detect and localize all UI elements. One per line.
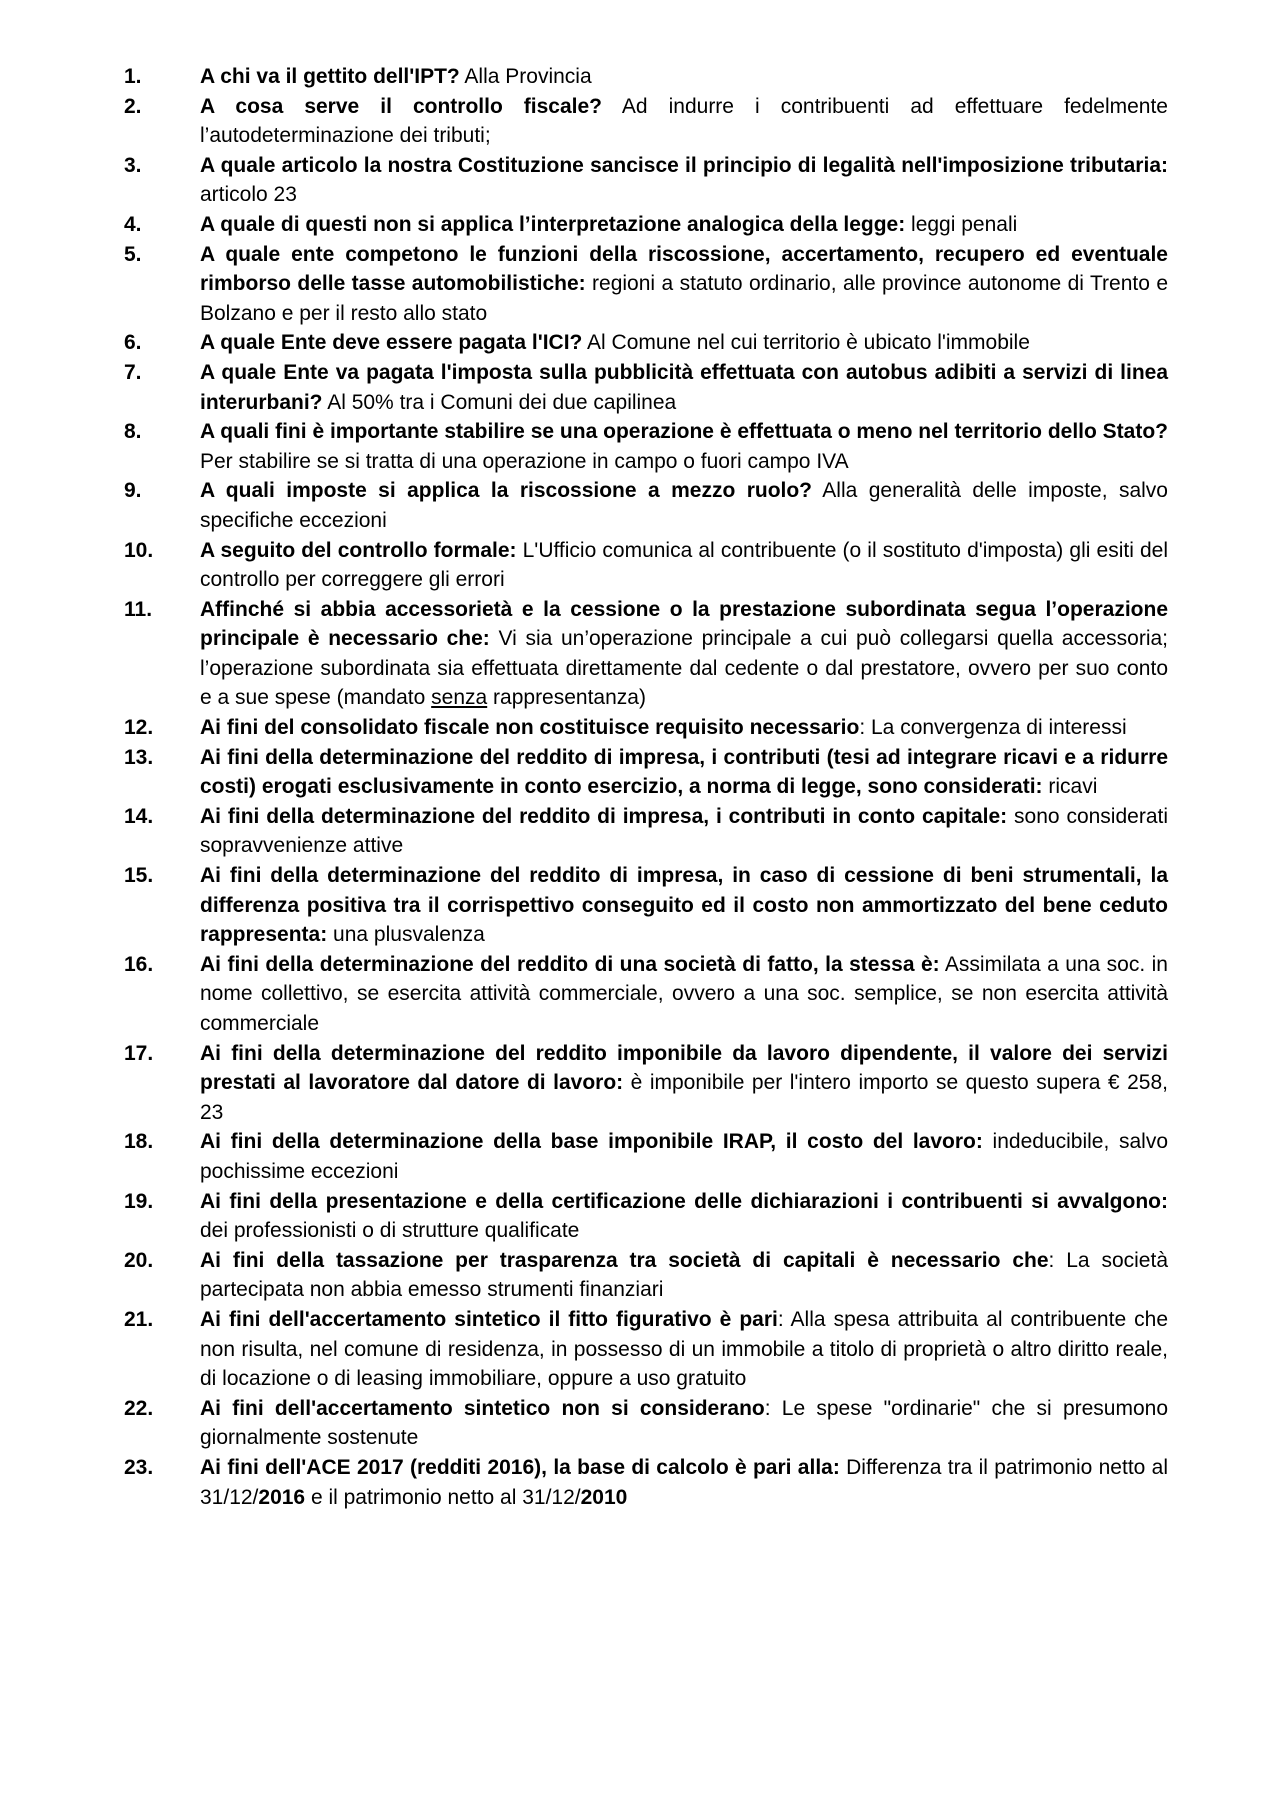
list-item bbox=[124, 358, 1168, 417]
question-text: Affinché si abbia accessorietà e la cessione o la prestazione subordinata segua l’operazione principale è necessario che: bbox=[200, 597, 1168, 651]
item-text bbox=[200, 1187, 1168, 1246]
answer-text: rappresentanza) bbox=[487, 686, 646, 710]
answer-text: Ad indurre i contribuenti ad effettuare fedelmente l’autodeterminazione dei tributi; bbox=[200, 94, 1168, 148]
answer-text: Al Comune nel cui territorio è ubicato l'immobile bbox=[582, 331, 1030, 355]
list-item bbox=[124, 1305, 1168, 1394]
question-text: A quali fini è importante stabilire se una operazione è effettuata o meno nel territorio dello Stato? bbox=[200, 420, 1168, 444]
list-item bbox=[124, 950, 1168, 1039]
item-number: 13. bbox=[124, 745, 154, 769]
item-text bbox=[200, 358, 1168, 417]
item-text bbox=[200, 92, 1168, 151]
list-item bbox=[124, 1246, 1168, 1305]
item-number: 19. bbox=[124, 1189, 154, 1213]
answer-text: regioni a statuto ordinario, alle province autonome di Trento e Bolzano e per il resto allo stato bbox=[200, 272, 1168, 325]
answer-text: indeducibile, salvo pochissime eccezioni bbox=[200, 1130, 1169, 1183]
item-number: 16. bbox=[124, 952, 154, 976]
item-number: 12. bbox=[124, 716, 154, 740]
list-item bbox=[124, 536, 1168, 595]
item-number: 17. bbox=[124, 1041, 154, 1065]
item-text bbox=[200, 1246, 1168, 1305]
question-text: A cosa serve il controllo fiscale? bbox=[200, 94, 603, 118]
question-text: A chi va il gettito dell'IPT? bbox=[200, 65, 460, 88]
question-text: Ai fini della presentazione e della certificazione delle dichiarazioni i contribuenti si avvalgono: bbox=[200, 1189, 1168, 1213]
item-number: 5. bbox=[124, 242, 142, 266]
answer-text: : Le spese "ordinarie" che si presumono giornalmente sostenute bbox=[200, 1396, 1169, 1450]
item-text bbox=[200, 743, 1168, 802]
item-text bbox=[200, 476, 1168, 535]
question-text: A quale Ente deve essere pagata l'ICI? bbox=[200, 331, 583, 355]
item-number: 14. bbox=[124, 804, 154, 828]
item-text bbox=[200, 536, 1168, 595]
item-number: 23. bbox=[124, 1455, 154, 1479]
item-number: 2. bbox=[124, 94, 142, 118]
item-number: 4. bbox=[124, 212, 142, 236]
item-number: 11. bbox=[124, 597, 153, 621]
item-text bbox=[200, 1127, 1168, 1186]
item-text bbox=[200, 1039, 1168, 1128]
question-text: Ai fini dell'accertamento sintetico non si considerano bbox=[200, 1396, 765, 1420]
item-text bbox=[200, 861, 1168, 950]
item-text bbox=[200, 802, 1168, 861]
question-text: A quale articolo la nostra Costituzione sancisce il principio di legalità nell'imposizione tributaria: bbox=[200, 153, 1168, 177]
answer-text: e il patrimonio netto al 31/12/ bbox=[305, 1485, 581, 1509]
item-number: 9. bbox=[124, 479, 142, 503]
list-item bbox=[124, 417, 1168, 476]
item-number: 10. bbox=[124, 538, 154, 562]
item-number: 7. bbox=[124, 360, 142, 384]
item-number: 1. bbox=[124, 65, 142, 88]
item-text bbox=[200, 328, 1168, 358]
item-text bbox=[200, 595, 1168, 713]
question-text: A quale Ente va pagata l'imposta sulla pubblicità effettuata con autobus adibiti a servizi di linea interurbani? bbox=[200, 360, 1168, 414]
question-text: Ai fini della determinazione del reddito di impresa, in caso di cessione di beni strumentali, la differenza positiva tra il corrispettivo conseguito ed il costo non ammortizzato del bene ceduto rappresenta: bbox=[200, 864, 1168, 947]
list-item bbox=[124, 1039, 1168, 1128]
answer-text: Alla Provincia bbox=[459, 65, 592, 88]
answer-text: : Alla spesa attribuita al contribuente che non risulta, nel comune di residenza, in possesso di un immobile a titolo di proprietà o altro diritto reale, di locazione o di leasing immobiliare, oppure a uso gratuito bbox=[200, 1307, 1168, 1391]
answer-text: Differenza tra il patrimonio netto al 31/12/ bbox=[200, 1455, 1168, 1509]
answer-text: sono considerati sopravvenienze attive bbox=[200, 804, 1169, 858]
item-text bbox=[200, 1394, 1168, 1453]
list-item bbox=[124, 1453, 1168, 1512]
item-text bbox=[200, 713, 1168, 743]
question-text: A quale ente competono le funzioni della riscossione, accertamento, recupero ed eventuale rimborso delle tasse automobilistiche: bbox=[200, 242, 1168, 296]
question-text: Ai fini della determinazione del reddito di impresa, i contributi (tesi ad integrare ricavi e a ridurre costi) erogati esclusivamente in conto esercizio, a norma di legge, sono considerati: bbox=[200, 745, 1168, 799]
item-number: 20. bbox=[124, 1248, 154, 1272]
list-item bbox=[124, 713, 1168, 743]
list-item bbox=[124, 861, 1168, 950]
list-item bbox=[124, 92, 1168, 151]
item-text bbox=[200, 240, 1168, 329]
item-number: 22. bbox=[124, 1396, 154, 1420]
answer-text: Vi sia un’operazione principale a cui può collegarsi quella accessoria; l’operazione subordinata sia effettuata direttamente dal cedente o dal prestatore, ovvero per suo conto e a sue spese (mandato bbox=[200, 627, 1168, 710]
item-text bbox=[200, 417, 1168, 476]
question-text: Ai fini dell'ACE 2017 (redditi 2016), la base di calcolo è pari alla: bbox=[200, 1455, 840, 1479]
answer-text: : La società partecipata non abbia emesso strumenti finanziari bbox=[200, 1248, 1168, 1302]
list-item bbox=[124, 62, 1168, 92]
question-text: Ai fini della determinazione del reddito di impresa, i contributi in conto capitale: bbox=[200, 804, 1008, 828]
item-number: 8. bbox=[124, 420, 142, 444]
question-text: Ai fini della determinazione della base imponibile IRAP, il costo del lavoro: bbox=[200, 1130, 983, 1154]
list-item bbox=[124, 1127, 1168, 1186]
question-text: A quale di questi non si applica l’interpretazione analogica della legge: bbox=[200, 212, 906, 236]
item-text bbox=[200, 950, 1168, 1039]
answer-text: Alla generalità delle imposte, salvo specifiche eccezioni bbox=[200, 479, 1168, 532]
answer-text: senza bbox=[431, 686, 488, 710]
answer-text: Per stabilire se si tratta di una operazione in campo o fuori campo IVA bbox=[200, 449, 849, 473]
item-text bbox=[200, 151, 1168, 210]
list-item bbox=[124, 1187, 1168, 1246]
question-text: A seguito del controllo formale: bbox=[200, 538, 517, 562]
item-text bbox=[200, 1453, 1168, 1512]
list-item bbox=[124, 328, 1168, 358]
answer-text: ricavi bbox=[1042, 775, 1098, 799]
question-text: Ai fini della determinazione del reddito imponibile da lavoro dipendente, il valore dei servizi prestati al lavoratore dal datore di lavoro: bbox=[200, 1041, 1168, 1095]
list-item bbox=[124, 743, 1168, 802]
item-text bbox=[200, 1305, 1168, 1394]
item-number: 21. bbox=[124, 1307, 154, 1331]
answer-text: una plusvalenza bbox=[327, 923, 485, 947]
answer-text: leggi penali bbox=[905, 212, 1018, 236]
answer-text: articolo 23 bbox=[200, 183, 297, 207]
answer-text: Assimilata a una soc. in nome collettivo, se esercita attività commerciale, ovvero a una soc. semplice, se non esercita attività commerciale bbox=[200, 952, 1168, 1035]
list-item bbox=[124, 151, 1168, 210]
question-text: Ai fini della determinazione del reddito di una società di fatto, la stessa è: bbox=[200, 952, 940, 976]
list-item bbox=[124, 802, 1168, 861]
question-text: Ai fini della tassazione per trasparenza tra società di capitali è necessario che bbox=[200, 1248, 1049, 1272]
item-text bbox=[200, 210, 1168, 240]
item-number: 15. bbox=[124, 864, 154, 888]
answer-text: dei professionisti o di strutture qualificate bbox=[200, 1219, 580, 1243]
item-number: 6. bbox=[124, 331, 142, 355]
item-number: 3. bbox=[124, 153, 142, 177]
question-text: Ai fini del consolidato fiscale non costituisce requisito necessario bbox=[200, 716, 860, 740]
answer-text: L'Ufficio comunica al contribuente (o il sostituto d'imposta) gli esiti del controllo per correggere gli errori bbox=[200, 538, 1168, 592]
list-item bbox=[124, 240, 1168, 329]
item-number: 18. bbox=[124, 1130, 154, 1154]
question-text: A quali imposte si applica la riscossione a mezzo ruolo? bbox=[200, 479, 813, 503]
item-text bbox=[200, 62, 1168, 92]
answer-text: Al 50% tra i Comuni dei due capilinea bbox=[322, 390, 677, 414]
answer-text: è imponibile per l'intero importo se questo supera € 258, 23 bbox=[200, 1071, 1168, 1124]
question-list bbox=[124, 62, 1168, 1512]
list-item bbox=[124, 210, 1168, 240]
answer-text: : La convergenza di interessi bbox=[859, 716, 1127, 740]
question-text: 2016 bbox=[258, 1485, 306, 1509]
question-text: Ai fini dell'accertamento sintetico il fitto figurativo è pari bbox=[200, 1307, 778, 1331]
list-item bbox=[124, 1394, 1168, 1453]
list-item bbox=[124, 476, 1168, 535]
question-text: 2010 bbox=[580, 1485, 628, 1509]
list-item bbox=[124, 595, 1168, 713]
